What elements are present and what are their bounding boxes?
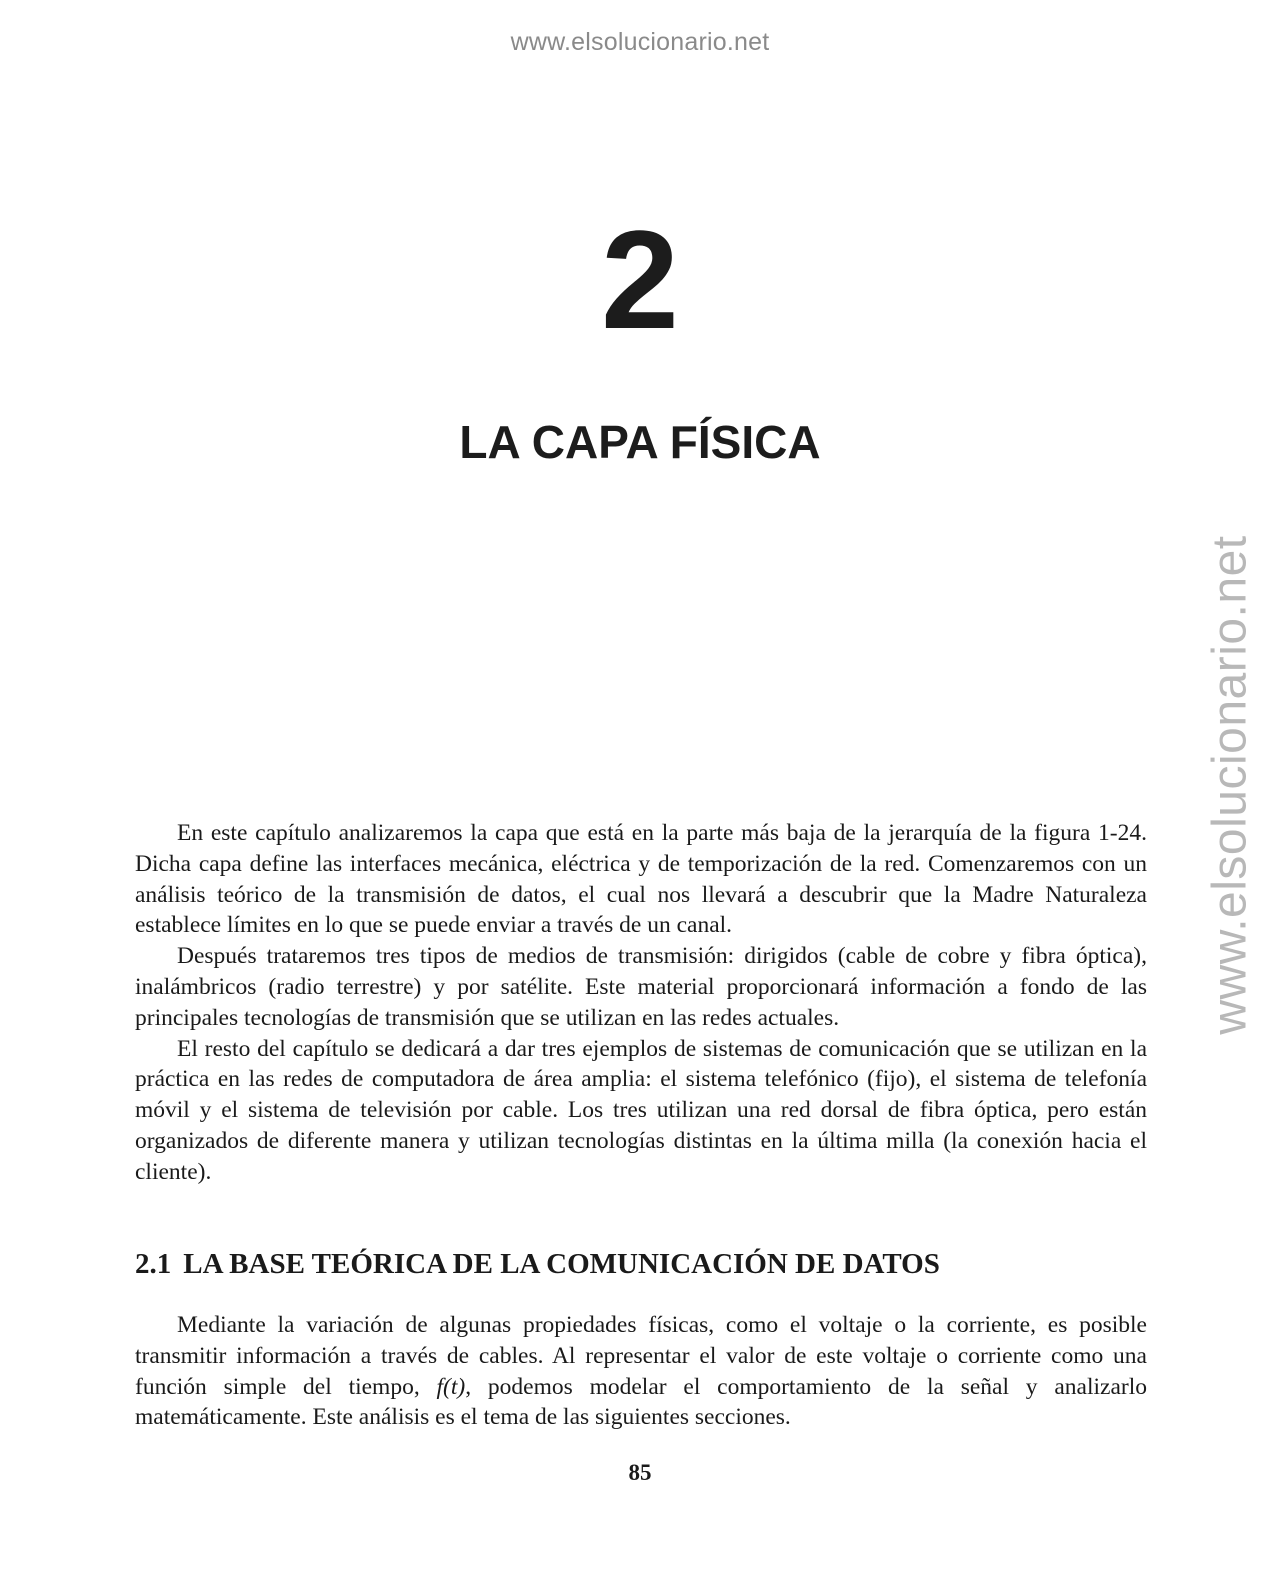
section-heading — [135, 1244, 1147, 1284]
chapter-intro — [135, 818, 1147, 1188]
intro-paragraph: Después trataremos tres tipos de medios de transmisión: dirigidos (cable de cobre y fibra óptica), inalámbricos (radio terrestre) y por satélite. Este material proporcionará información a fondo de las principales tecnologías de transmisión que se utilizan en las redes actuales. — [135, 943, 1147, 1031]
watermark-top: www.elsolucionario.net — [510, 28, 770, 56]
watermark-side: www.elsolucionario.net — [1203, 535, 1257, 1035]
chapter-title: LA CAPA FÍSICA — [459, 416, 821, 468]
section-title: LA BASE TEÓRICA DE LA COMUNICACIÓN DE DATOS — [183, 1248, 940, 1280]
section-paragraph — [135, 1310, 1147, 1433]
chapter-number: 2 — [601, 201, 679, 358]
intro-paragraph: En este capítulo analizaremos la capa que está en la parte más baja de la jerarquía de la figura 1-24. Dicha capa define las interfaces mecánica, eléctrica y de temporización de la red. Comenzaremos con un análisis teórico de la transmisión de datos, el cual nos llevará a descubrir que la Madre Naturaleza establece límites en lo que se puede enviar a través de un canal. — [135, 820, 1147, 939]
page-number: 85 — [628, 1460, 652, 1485]
paragraph-text-start: Mediante la variación de algunas propiedades físicas, como el voltaje o la corriente, es posible transmitir información a través de cables. Al representar el valor de este voltaje o corriente como una función simple del tiempo, — [135, 1312, 1147, 1400]
math-function: f(t) — [436, 1373, 466, 1400]
section-number: 2.1 — [135, 1248, 172, 1280]
intro-paragraph: El resto del capítulo se dedicará a dar tres ejemplos de sistemas de comunicación que se utilizan en la práctica en las redes de computadora de área amplia: el sistema telefónico (fijo), el sistema de telefonía móvil y el sistema de televisión por cable. Los tres utilizan una red dorsal de fibra óptica, pero están organizados de diferente manera y utilizan tecnologías distintas en la última milla (la conexión hacia el cliente). — [135, 1035, 1147, 1185]
paragraph-text-end: , podemos modelar el comportamiento de la señal y analizarlo matemáticamente. Este análisis es el tema de las siguientes secciones. — [135, 1373, 1147, 1431]
section-body — [135, 1310, 1147, 1433]
